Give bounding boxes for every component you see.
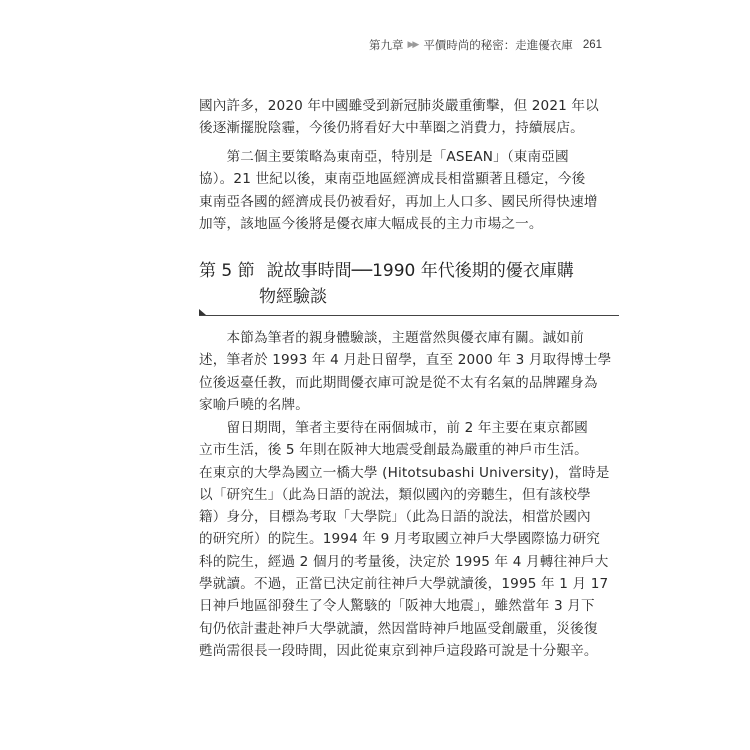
text-line: 加等，該地區今後將是優衣庫大幅成長的主力市場之一。: [199, 215, 543, 232]
body-paragraph: [199, 327, 619, 416]
section-title: 說故事時間──1990 年代後期的優衣庫購: [266, 261, 574, 281]
text-line: 甦尚需很長一段時間，因此從東京到神戶這段路可說是十分艱辛。: [199, 642, 598, 659]
text-line: 學就讀。不過，正當已決定前往神戶大學就讀後，1995 年 1 月 17: [199, 576, 609, 593]
text-line: 立市生活，後 5 年則在阪神大地震受創最為嚴重的神戶市生活。: [199, 442, 588, 459]
text-line: 協）。21 世紀以後，東南亞地區經濟成長相當顯著且穩定，今後: [199, 171, 586, 188]
body-paragraph: [199, 417, 619, 662]
running-head: [369, 37, 602, 53]
body-paragraph: [199, 146, 619, 235]
text-line: 在東京的大學為國立一橋大學 (Hitotsubashi University)，當時是: [199, 464, 610, 481]
section-rule: [199, 315, 619, 316]
double-arrow-icon: ▶▶: [407, 40, 418, 50]
chapter-title: 平價時尚的秘密：走進優衣庫: [423, 38, 573, 52]
section-number: 第 5 節: [199, 261, 255, 281]
body-paragraph: [199, 95, 619, 140]
text-line: 東南亞各國的經濟成長仍被看好，再加上人口多、國民所得快速增: [199, 193, 598, 210]
text-line: 位後返臺任教，而此期間優衣庫可說是從不太有名氣的品牌躍身為: [199, 374, 598, 391]
page-number: 261: [582, 39, 602, 51]
text-line: 後逐漸擺脫陰霾，今後仍將看好大中華圈之消費力，持續展店。: [199, 120, 584, 137]
text-line: 家喻戶曉的名牌。: [199, 396, 309, 413]
text-line: 國內許多，2020 年中國雖受到新冠肺炎嚴重衝擊，但 2021 年以: [199, 98, 599, 114]
text-line: 本節為筆者的親身體驗談，主題當然與優衣庫有關。誠如前: [199, 330, 584, 346]
text-line: 的研究所）的院生。1994 年 9 月考取國立神戶大學國際協力研究: [199, 531, 600, 548]
text-line: 籍）身分，目標為考取「大學院」（此為日語的說法，相當於國內: [199, 509, 591, 526]
section-heading: [199, 258, 619, 310]
text-line: 科的院生，經過 2 個月的考量後，決定於 1995 年 4 月轉往神戶大: [199, 553, 609, 570]
text-line: 日神戶地區卻發生了令人驚駭的「阪神大地震」，雖然當年 3 月下: [199, 598, 595, 615]
text-line: 旬仍依計畫赴神戶大學就讀，然因當時神戶地區受創嚴重，災後復: [199, 620, 598, 637]
text-line: 留日期間，筆者主要待在兩個城市，前 2 年主要在東京都國: [199, 420, 588, 436]
section-title-continued: 物經驗談: [259, 287, 327, 307]
chapter-label: 第九章: [368, 38, 404, 52]
rule-corner-mark: [199, 309, 206, 315]
text-line: 第二個主要策略為東南亞，特別是「ASEAN」（東南亞國: [199, 149, 569, 165]
text-line: 以「研究生」（此為日語的說法，類似國內的旁聽生，但有該校學: [199, 486, 591, 503]
text-line: 述，筆者於 1993 年 4 月赴日留學，直至 2000 年 3 月取得博士學: [199, 352, 612, 369]
